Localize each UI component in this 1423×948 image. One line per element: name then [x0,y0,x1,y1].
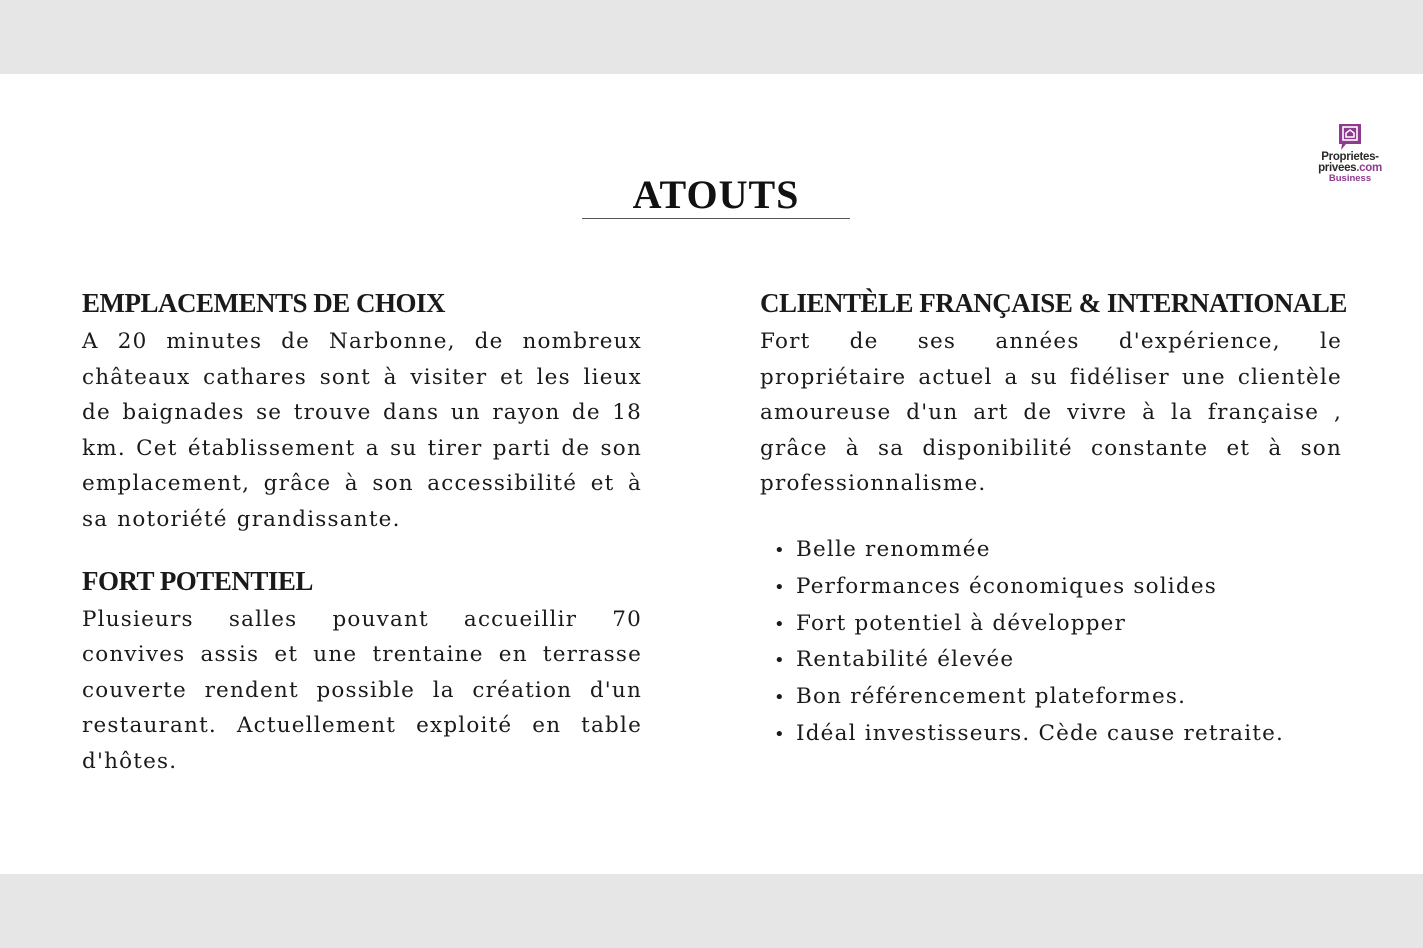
list-item [774,532,1342,569]
list-item-text: Idéal investisseurs. Cède cause retraite. [796,720,1285,746]
section-fort-potentiel [82,564,642,780]
section-text: A 20 minutes de Narbonne, de nombreux châteaux cathares sont à visiter et les lieux de baignades se trouve dans un rayon de 18 km. Cet établissement a su tirer parti de son emplacement, grâce à son accessibilité et à sa notoriété grandissante. [82,329,642,532]
logo-text-main: privees [1318,162,1357,174]
bullet-icon: • [774,650,786,672]
section-clientele [760,286,1347,502]
right-column [760,286,1347,753]
house-speech-bubble-icon [1337,122,1363,152]
list-item [774,606,1342,643]
bullet-icon: • [774,723,786,745]
list-item [774,569,1342,606]
left-column [82,286,642,780]
title-underline [582,218,850,219]
logo-text-suffix: .com [1356,162,1382,174]
list-item-text: Fort potentiel à développer [796,610,1127,636]
list-item-text: Bon référencement plateformes. [796,684,1187,710]
page-title: ATOUTS [632,172,800,217]
bullet-icon: • [774,539,786,561]
section-heading: EMPLACEMENTS DE CHOIX [82,288,446,318]
brand-logo [1308,122,1392,184]
highlights-list [760,532,1342,753]
list-item [774,716,1342,753]
list-item-text: Rentabilité élevée [796,647,1015,673]
section-emplacements [82,286,642,538]
section-heading: FORT POTENTIEL [82,565,313,596]
section-text: Plusieurs salles pouvant accueillir 70 convives assis et une trentaine en terrasse couverte rendent possible la création d'un restaurant. Actuellement exploité en table d'hôtes. [82,606,642,774]
bullet-icon: • [774,613,786,635]
list-item [774,679,1342,716]
section-heading: CLIENTÈLE FRANÇAISE & INTERNATIONALE [760,288,1347,318]
list-item-text: Performances économiques solides [796,573,1217,599]
slide [0,74,1423,874]
bullet-icon: • [774,576,786,598]
title-block [582,172,850,219]
list-item-text: Belle renommée [796,536,991,562]
bullet-icon: • [774,687,786,709]
logo-text-business: Business [1328,173,1372,184]
logo-text-line1: Proprietes- [1321,151,1379,163]
section-text: Fort de ses années d'expérience, le propriétaire actuel a su fidéliser une clientèle amoureuse d'un art de vivre à la française , grâce à sa disponibilité constante et à son professionnalisme. [760,329,1342,497]
list-item [774,642,1342,679]
